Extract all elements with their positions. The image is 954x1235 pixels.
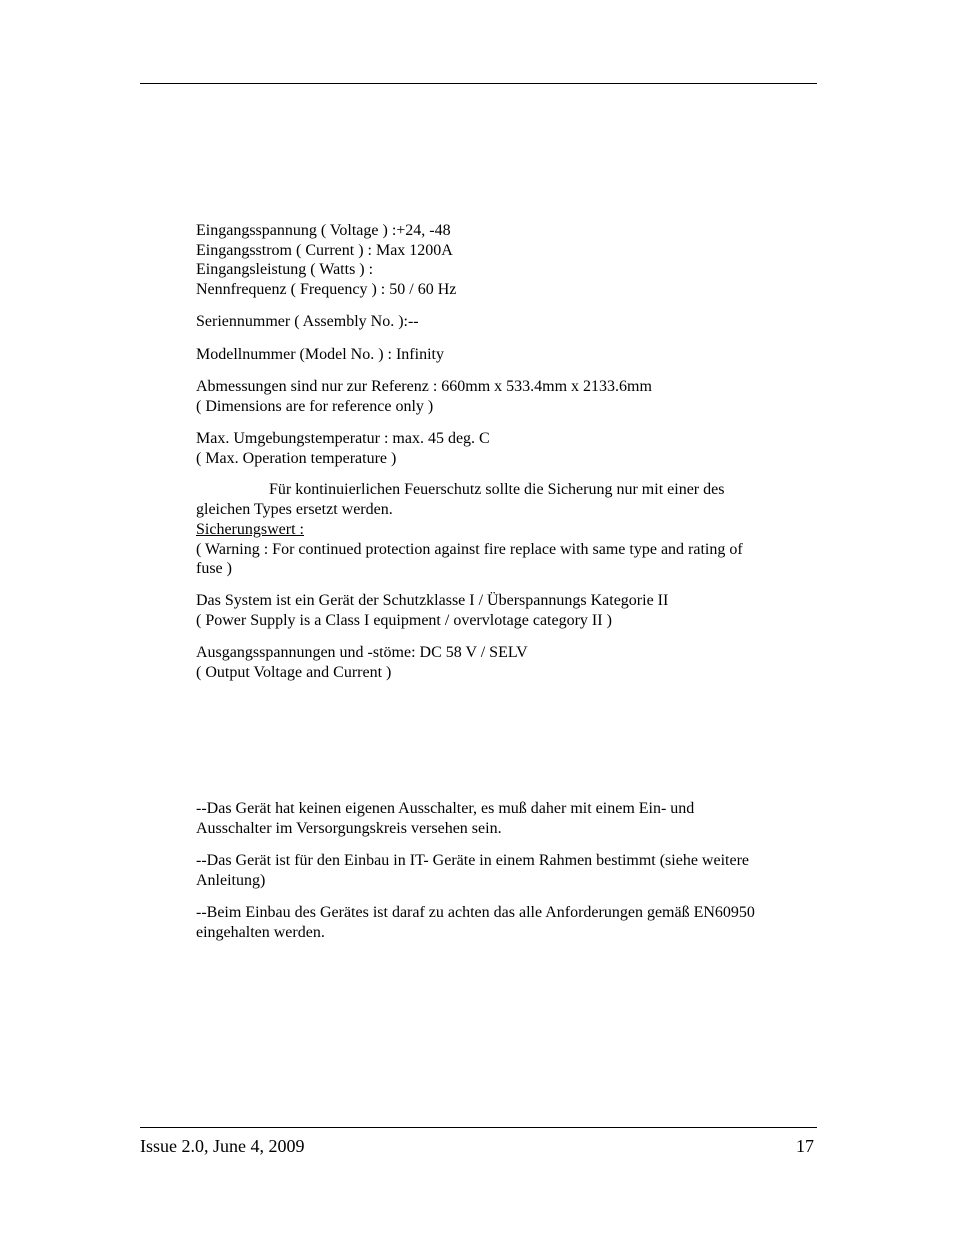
note-en60950-line1: --Beim Einbau des Gerätes ist daraf zu achten das alle Anforderungen gemäß EN60950 [196, 904, 755, 921]
header-rule [140, 83, 817, 84]
fuse-warning-en-line2: fuse ) [196, 560, 232, 577]
watts-text: Eingangsleistung ( Watts ) : [196, 261, 374, 278]
footer-rule [140, 1127, 817, 1128]
note-en60950-line2: eingehalten werden. [196, 924, 325, 941]
output-en-text: ( Output Voltage and Current ) [196, 664, 392, 681]
frequency-text: Nennfrequenz ( Frequency ) : 50 / 60 Hz [196, 281, 457, 298]
temperature-en-text: ( Max. Operation temperature ) [196, 450, 397, 467]
fuse-warning-de-line1: Für kontinuierlichen Feuerschutz sollte die Sicherung nur mit einer des [269, 481, 725, 498]
note-switch-line1: --Das Gerät hat keinen eigenen Ausschalter, es muß daher mit einem Ein- und [196, 800, 695, 817]
page-number: 17 [796, 1136, 814, 1156]
fuse-warning-de-line2: gleichen Types ersetzt werden. [196, 501, 393, 518]
footer-issue-date: Issue 2.0, June 4, 2009 [140, 1136, 305, 1156]
assembly-number-text: Seriennummer ( Assembly No. ):-- [196, 313, 419, 330]
note-switch-line2: Ausschalter im Versorgungskreis versehen sein. [196, 820, 502, 837]
safety-class-de-text: Das System ist ein Gerät der Schutzklasse I / Überspannungs Kategorie II [196, 592, 669, 609]
dimensions-en-text: ( Dimensions are for reference only ) [196, 398, 434, 415]
note-installation-line2: Anleitung) [196, 872, 266, 889]
dimensions-de-text: Abmessungen sind nur zur Referenz : 660mm x 533.4mm x 2133.6mm [196, 378, 652, 395]
note-installation-line1: --Das Gerät ist für den Einbau in IT- Geräte in einem Rahmen bestimmt (siehe weitere [196, 852, 749, 869]
temperature-de-text: Max. Umgebungstemperatur : max. 45 deg. C [196, 430, 490, 447]
fuse-warning-en-line1: ( Warning : For continued protection against fire replace with same type and rating of [196, 541, 743, 558]
voltage-text: Eingangsspannung ( Voltage ) :+24, -48 [196, 222, 451, 239]
safety-class-en-text: ( Power Supply is a Class I equipment / overvlotage category II ) [196, 612, 612, 629]
fuse-rating-label: Sicherungswert : [196, 521, 304, 538]
output-de-text: Ausgangsspannungen und -stöme: DC 58 V / SELV [196, 644, 528, 661]
model-number-text: Modellnummer (Model No. ) : Infinity [196, 346, 444, 363]
current-text: Eingangsstrom ( Current ) : Max 1200A [196, 242, 453, 259]
